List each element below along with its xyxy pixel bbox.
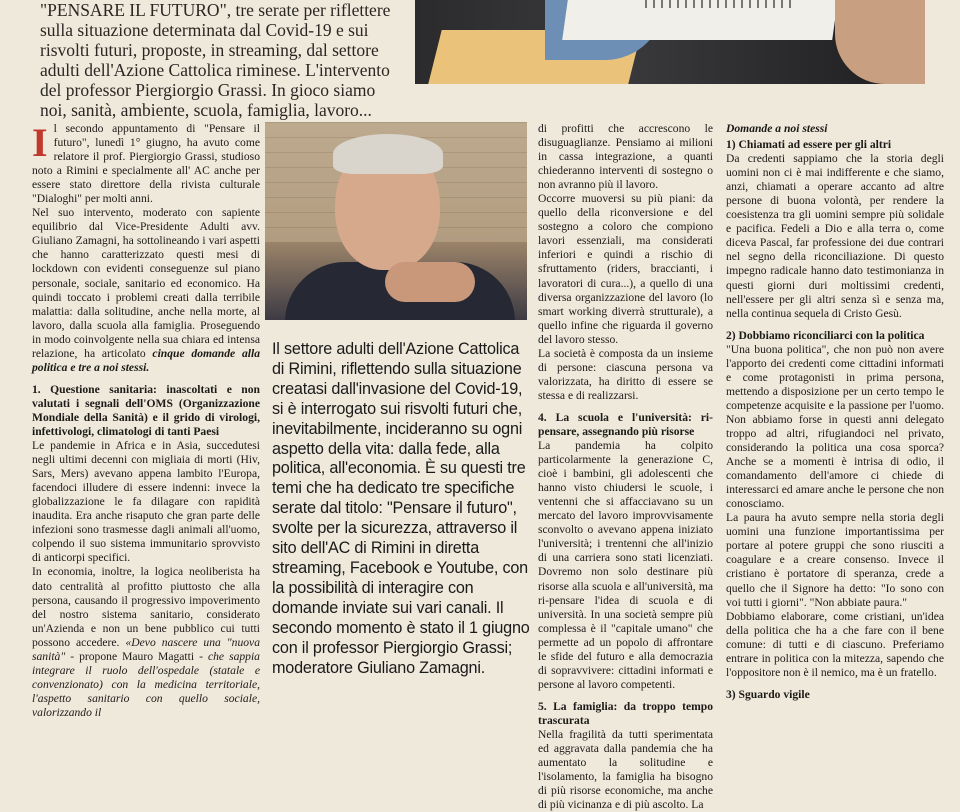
col1-paragraph-3: Le pandemie in Africa e in Asia, succedutesi negli ultimi decenni con migliaia di morti (Hiv, Sars, Mers) avevano appena lambito l'Europa, facendoci illudere di essere indenni: invece la globalizzazione le fa dilagare con rapidità inaudita. Era anche risaputo che gran parte delle infezioni sono trasmesse dagli animali all'uomo, colpendo il suo sistema immunitario sprovvisto di anticorpi specifici. [32, 439, 260, 565]
col1-quote: «Devo nascere una "nuova sanità" [32, 635, 261, 663]
col1-paragraph-4: In economia, inoltre, la logica neoliberista ha dato centralità al profitto piuttosto che alla persona, causando il progressivo impoverimento del nostro sistema sanitario, considerato un'Azienda e non un bene pubblico cui tutti possono accedere. [32, 565, 260, 649]
col4-paragraph-1: Da credenti sappiamo che la storia degli uomini non ci è mai indifferente e che siamo, anzi, chiamati a operare accanto ad altre persone di buona volontà, per rendere la coesistenza tra gli uomini sempre più solidale e pacifica. Fedeli a Dio e alla terra o, come diceva Pascal, far professione dei due contrari nel segno della riconciliazione. Di questo impegno radicale hanno dato testimonianza in questi giorni duri moltissimi credenti, nell'essere per gli altri senza sì e senza ma, nella continua sequela di Cristo Gesù. [726, 152, 944, 320]
subsection-title: Domande a noi stessi [726, 122, 828, 135]
col1-paragraph-1: l secondo appuntamento di "Pensare il futuro", lunedì 1° giugno, ha avuto come relatore il prof. Piergiorgio Grassi, studioso noto a Rimini e specialmente all' AC anche per essere stato direttore della rivista culturale "Dialoghi" per molti anni. [32, 122, 260, 206]
section-heading-1: 1. Questione sanitaria: inascoltati e non valutati i segnali dell'OMS (Organizzazione Mondiale della Sanità) e il grido di virologi, infettivologi, climatologi di tanti Paesi [32, 382, 260, 438]
col4-paragraph-3: La paura ha avuto sempre nella storia degli uomini una funzione importantissima per portare al potere gruppi che sono riusciti a coagulare e a creare consenso. Invece il cristiano è portatore di speranza, crede a quello che il Signore ha detto: "Io sono con voi tutti i giorni". "Non abbiate paura." [726, 511, 944, 609]
portrait-photo [265, 122, 527, 320]
drop-cap: I [32, 120, 48, 165]
question-heading-1: 1) Chiamati ad essere per gli altri [726, 138, 892, 152]
col3-paragraph-5: Nella fragilità da tutti sperimentata ed aggravata dalla pandemia che ha aumentato la solitudine e l'isolamento, la famiglia ha bisogno di più risorse economiche, ma anche di più vicinanza e di più ascolto. La [538, 727, 713, 812]
col3-paragraph-2: Occorre muoversi su più piani: da quello della riconversione e del sostegno a coloro che compiono lavori essenziali, ma considerati inferiori e quindi a rischio di sfruttamento (riders, braccianti, i lavoratori di cura...), a quello di una diversa organizzazione del lavoro (lo smart working diverrà strutturale), a quello infine che riguarda il governo del lavoro stesso. [538, 192, 713, 346]
article-column-1 [32, 122, 260, 720]
article-column-3 [538, 122, 713, 812]
col1-paragraph-2: Nel suo intervento, moderato con sapiente equilibrio dal Vice-Presidente Adulti avv. Giuliano Zamagni, ha sottolineando i vari aspetti che hanno caratterizzato questi mesi di lockdown con evidenti conseguenze sul piano personale, sociale, sanitario ed economico. Ha quindi toccato i problemi creati dalla terribile malattia: dalla solitudine, anche nella morte, al lavoro, dalla scuola alla famiglia. Proseguendo in modo coinvolgente nella sua chiara ed intensa relazione, ha articolato [32, 206, 260, 360]
col3-paragraph-3: La società è composta da un insieme di persone: ciascuna persona va valorizzata, ha diritto di essere se stessa e di realizzarsi. [538, 346, 713, 402]
caption-text: Il settore adulti dell'Azione Cattolica di Rimini, riflettendo sulla situazione creatasi dall'invasione del Covid-19, si è interrogato sui risvolti futuri che, inevitabilmente, incideranno su ogni aspetto della vita: dalla fede, alla politica, all'economia. È su questi tre temi che ha dedicato tre specifiche serate dal titolo: "Pensare il futuro", svolte per la sicurezza, attraverso il sito dell'AC di Rimini in diretta streaming, Facebook e Youtube, con la possibilità di interagire con domande inviate sui vari canali. Il secondo momento è stato il 1 giugno con il professor Piergiorgio Grassi; moderatore Giuliano Zamagni. [272, 340, 530, 677]
col1-paragraph-2-emphasis: cinque domande alla politica e tre a noi stessi. [32, 346, 260, 374]
col3-paragraph-1: di profitti che accrescono le disuguaglianze. Pensiamo ai milioni in cassa integrazione, a quanti chiederanno interventi di sostegno o non avranno più il lavoro. [538, 122, 713, 192]
col3-paragraph-4: La pandemia ha colpito particolarmente la generazione C, cioè i bambini, gli adolescenti che hanno visto chiudersi le scuole, i ventenni che si affacciavano su un mercato del lavoro improvvisamente sconvolto o avevano appena iniziato l'università; i trentenni che all'inizio di una carriera sono stati licenziati. Dovremo non solo destinare più risorse alla scuola e all'università, ma ri-pensare l'idea di scuola e di università. In una società sempre più complessa è il "capitale umano" che permette ad un popolo di affrontare le sfide del futuro e alla democrazia di sopravvivere: cittadini informati e persone al lavoro competenti. [538, 439, 713, 691]
question-heading-3: 3) Sguardo vigile [726, 687, 810, 701]
section-heading-5: 5. La famiglia: da troppo tempo trascurata [538, 699, 713, 727]
article-column-4 [726, 122, 944, 702]
top-photo [415, 0, 925, 84]
photo-caption-box [272, 340, 534, 678]
question-heading-2: 2) Dobbiamo riconciliarci con la politica [726, 328, 925, 342]
intro-paragraph: "PENSARE IL FUTURO", tre serate per riflettere sulla situazione determinata dal Covid-19 e sui risvolti futuri, proposte, in streaming, dal settore adulti dell'Azione Cattolica riminese. L'intervento del professor Piergiorgio Grassi. In gioco siamo noi, sanità, ambiente, scuola, famiglia, lavoro... [40, 0, 391, 120]
col4-paragraph-4: Dobbiamo elaborare, come cristiani, un'idea della politica che ha a che fare con il bene comune: di tutti e di ciascuno. Preferiamo entrare in politica con la mitezza, sapendo che l'oppositore non è il nemico, ma è un fratello. [726, 609, 944, 679]
col1-quote-attribution: - propone Mauro Magatti [65, 649, 200, 663]
col4-paragraph-2: "Una buona politica", che non può non avere l'apporto dei credenti come cittadini informati e come protagonisti in prima persona, mettendo a disposizione per un certo tempo le competenze acquisite e la passione per l'uomo. Non abbiamo forse in questi anni delegato troppo ad altri, rifugiandoci nel privato, considerando la politica una cosa sporca? Anche se a momenti è intrisa di odio, il comandamento dell'amore ci chiede di interessarci ed amare anche le persone che non conosciamo. [726, 342, 944, 511]
article-intro [40, 0, 400, 120]
col1-quote-continued: - che sappia integrare il ruolo dell'ospedale (statale e convenzionato) con la medicina territoriale, l'aspetto sanitario con quello sociale, valorizzando il [32, 649, 260, 719]
section-heading-4: 4. La scuola e l'università: ri-pensare, assegnando più risorse [538, 410, 713, 438]
